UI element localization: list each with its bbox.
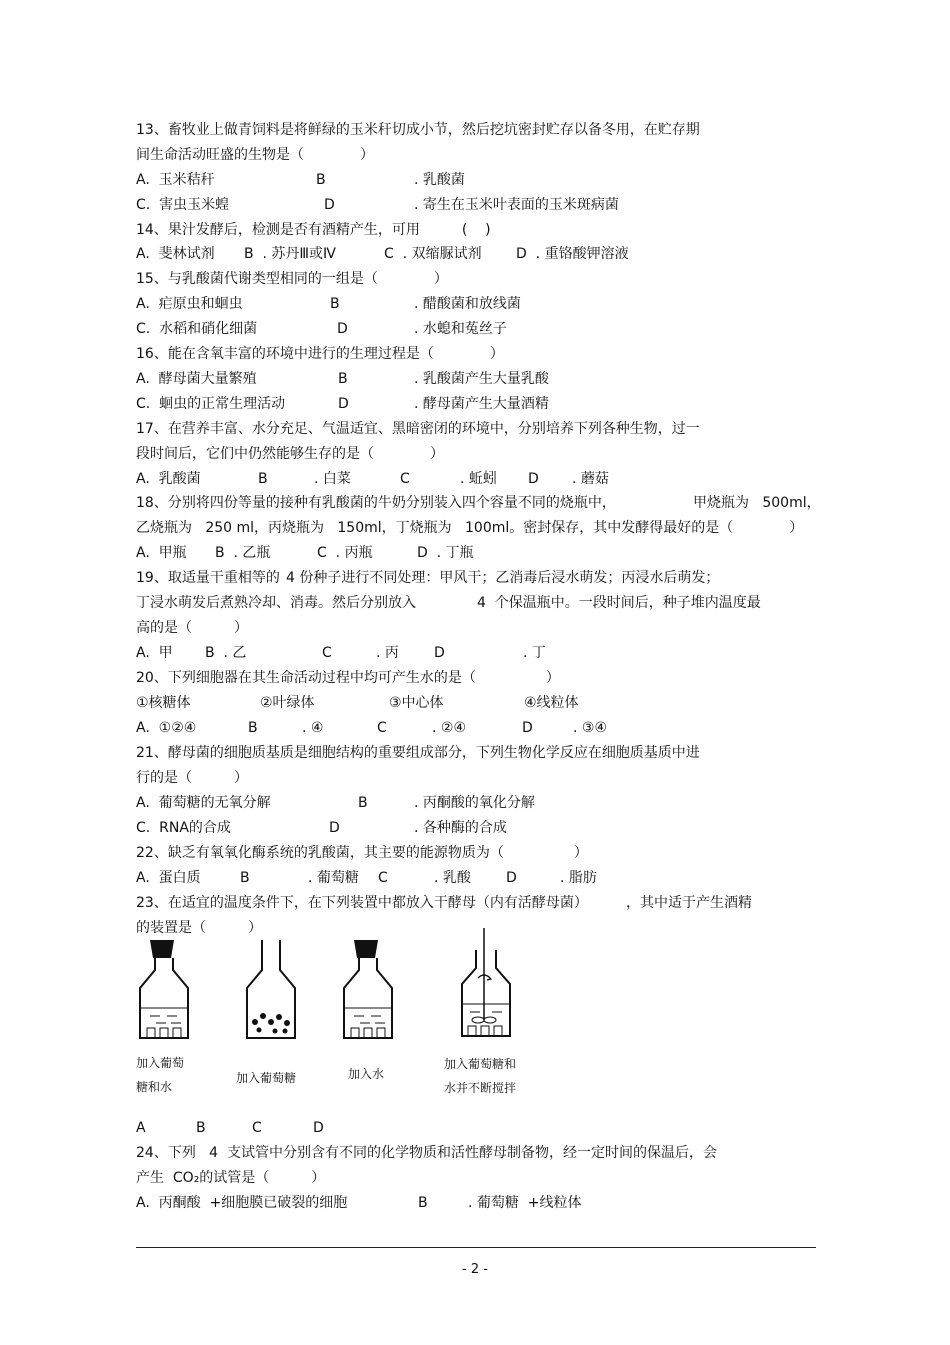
question-line-segment: B <box>240 870 250 886</box>
caption-d: 加入葡萄糖和 水并不断搅拌 <box>444 1057 517 1095</box>
question-line: A. 酵母菌大量繁殖 <box>136 371 257 387</box>
question-line-segment: B <box>316 172 326 188</box>
question-line-segment: . 水螅和菟丝子 <box>414 321 507 337</box>
flask-b-illustration <box>241 940 301 1042</box>
question-line: 行的是（ ） <box>136 770 248 786</box>
question-line-segment: . ④ <box>302 720 324 736</box>
flask-c-illustration <box>338 940 398 1042</box>
question-line-segment: . 乳酸菌产生大量乳酸 <box>414 371 549 387</box>
question-line-segment: . 丙酮酸的氧化分解 <box>414 795 535 811</box>
caption-c: 加入水 <box>348 1067 385 1081</box>
question-line-segment: . 各种酶的合成 <box>414 820 507 836</box>
question-line-segment: D . 重铬酸钾溶液 <box>516 246 629 262</box>
question-line-segment: . 蚯蚓 <box>460 471 497 487</box>
question-line: C. 害虫玉米蝗 <box>136 197 230 213</box>
question-line: C. 蛔虫的正常生理活动 <box>136 396 286 412</box>
question-line-segment: . ②④ <box>432 720 467 736</box>
question-line: A. ①②④ <box>136 720 197 736</box>
question-line: 产生 CO₂的试管是（ ） <box>136 1170 326 1186</box>
question-line-segment: C <box>322 645 332 661</box>
question-line-segment: D <box>528 471 539 487</box>
question-line-segment: 4 份种子进行不同处理：甲风干；乙消毒后浸水萌发；丙浸水后萌发； <box>286 570 720 586</box>
question-line: 22、缺乏有氧氧化酶系统的乳酸菌，其主要的能源物质为（ ） <box>136 845 588 861</box>
question-line-segment: D . 丁瓶 <box>417 545 474 561</box>
question-line-segment: D <box>522 720 533 736</box>
question-line-segment: . 白菜 <box>314 471 351 487</box>
question-line: A. 丙酮酸 +细胞膜已破裂的细胞 <box>136 1195 348 1211</box>
question-line: 19、取适量干重相等的 <box>136 570 280 586</box>
question-line: 16、能在含氧丰富的环境中进行的生理过程是（ ） <box>136 346 504 362</box>
question-line-segment: . 醋酸菌和放线菌 <box>414 296 521 312</box>
footer-divider <box>136 1247 816 1248</box>
question-line-segment: B <box>248 720 258 736</box>
question-line-segment: D <box>324 197 335 213</box>
question-line-segment: ④线粒体 <box>524 695 579 711</box>
question-line-segment: C <box>400 471 410 487</box>
question-line: 20、下列细胞器在其生命活动过程中均可产生水的是（ ） <box>136 670 560 686</box>
question-line-segment: ②叶绿体 <box>260 695 315 711</box>
question-line-segment: B . 乙 <box>205 645 247 661</box>
question-line-segment: D <box>313 1120 324 1136</box>
question-line: A. 葡萄糖的无氧分解 <box>136 795 271 811</box>
question-line-segment: ③中心体 <box>389 695 444 711</box>
question-line: 间生命活动旺盛的生物是（ ） <box>136 147 374 163</box>
question-line-segment: . ③④ <box>573 720 608 736</box>
question-line: 段时间后，它们中仍然能够生存的是（ ） <box>136 446 444 462</box>
question-line: 高的是（ ） <box>136 620 248 636</box>
question-line: 的装置是（ ） <box>136 920 262 936</box>
question-line: 17、在营养丰富、水分充足、气温适宜、黑暗密闭的环境中，分别培养下列各种生物，过一 <box>136 421 700 437</box>
question-line-segment: B . 苏丹Ⅲ或Ⅳ <box>244 246 336 262</box>
question-line: 23、在适宜的温度条件下，在下列装置中都放入干酵母（内有活酵母菌） <box>136 895 588 911</box>
caption-a: 加入葡萄 糖和水 <box>136 1056 185 1094</box>
flask-a-illustration <box>134 940 194 1042</box>
page-number: - 2 - <box>462 1262 488 1277</box>
question-line: C. 水稻和硝化细菌 <box>136 321 258 337</box>
caption-b: 加入葡萄糖 <box>236 1071 297 1085</box>
question-line-segment: B <box>338 371 348 387</box>
question-line: A. 斐林试剂 <box>136 246 215 262</box>
question-line-segment: . 丁 <box>523 645 546 661</box>
question-line-segment: 甲烧瓶为 500ml， <box>693 495 821 511</box>
question-line-segment: C <box>378 870 388 886</box>
question-line: A <box>136 1120 146 1136</box>
question-line-segment: B <box>258 471 268 487</box>
question-line-segment: . 葡萄糖 +线粒体 <box>468 1195 582 1211</box>
question-line: 15、与乳酸菌代谢类型相同的一组是（ ） <box>136 271 448 287</box>
question-line-segment: . 乳酸菌 <box>414 172 465 188</box>
question-line: A. 甲 <box>136 645 173 661</box>
question-line: A. 甲瓶 <box>136 545 187 561</box>
question-line-segment: . 丙 <box>376 645 399 661</box>
question-line-segment: . 寄生在玉米叶表面的玉米斑病菌 <box>414 197 619 213</box>
question-line-segment: 4 个保温瓶中。一段时间后，种子堆内温度最 <box>477 595 761 611</box>
question-line-segment: B <box>418 1195 428 1211</box>
question-line-segment: D <box>337 321 348 337</box>
question-line: 24、下列 4 支试管中分别含有不同的化学物质和活性酵母制备物，经一定时间的保温后，会 <box>136 1145 717 1161</box>
question-line: 14、果汁发酵后，检测是否有酒精产生，可用 ( ) <box>136 222 491 238</box>
question-line: 18、分别将四份等量的接种有乳酸菌的牛奶分别装入四个容量不同的烧瓶中， <box>136 495 616 511</box>
question-line: A. 玉米秸秆 <box>136 172 215 188</box>
question-line-segment: C . 双缩脲试剂 <box>384 246 482 262</box>
question-line-segment: B . 乙瓶 <box>215 545 271 561</box>
question-line-segment: . 酵母菌产生大量酒精 <box>414 396 549 412</box>
question-line: A. 疟原虫和蛔虫 <box>136 296 243 312</box>
question-line-segment: C . 丙瓶 <box>317 545 373 561</box>
question-line-segment: D <box>506 870 517 886</box>
question-line: 乙烧瓶为 250 ml，丙烧瓶为 150ml，丁烧瓶为 100ml。密封保存，其中发酵得最好的是（ ） <box>136 520 804 536</box>
question-line-segment: B <box>330 296 340 312</box>
question-line-segment: C <box>377 720 387 736</box>
question-line: ①核糖体 <box>136 695 191 711</box>
question-line-segment: ，其中适于产生酒精 <box>626 895 752 911</box>
flask-d-illustration <box>456 928 516 1040</box>
question-line-segment: B <box>196 1120 206 1136</box>
question-line-segment: . 葡萄糖 <box>308 870 359 886</box>
question-line: A. 乳酸菌 <box>136 471 201 487</box>
question-line-segment: . 脂肪 <box>560 870 597 886</box>
question-line: 13、畜牧业上做青饲料是将鲜绿的玉米秆切成小节，然后挖坑密封贮存以备冬用，在贮存期 <box>136 122 700 138</box>
question-line-segment: . 蘑菇 <box>572 471 609 487</box>
question-line-segment: . 乳酸 <box>434 870 471 886</box>
question-line-segment: D <box>434 645 445 661</box>
question-line-segment: C <box>252 1120 262 1136</box>
question-line: C. RNA的合成 <box>136 820 231 836</box>
question-line-segment: D <box>329 820 340 836</box>
question-line: 丁浸水萌发后煮熟冷却、消毒。然后分别放入 <box>136 595 416 611</box>
question-line: 21、酵母菌的细胞质基质是细胞结构的重要组成部分，下列生物化学反应在细胞质基质中进 <box>136 745 700 761</box>
question-line-segment: B <box>358 795 368 811</box>
question-line: A. 蛋白质 <box>136 870 201 886</box>
question-line-segment: D <box>338 396 349 412</box>
